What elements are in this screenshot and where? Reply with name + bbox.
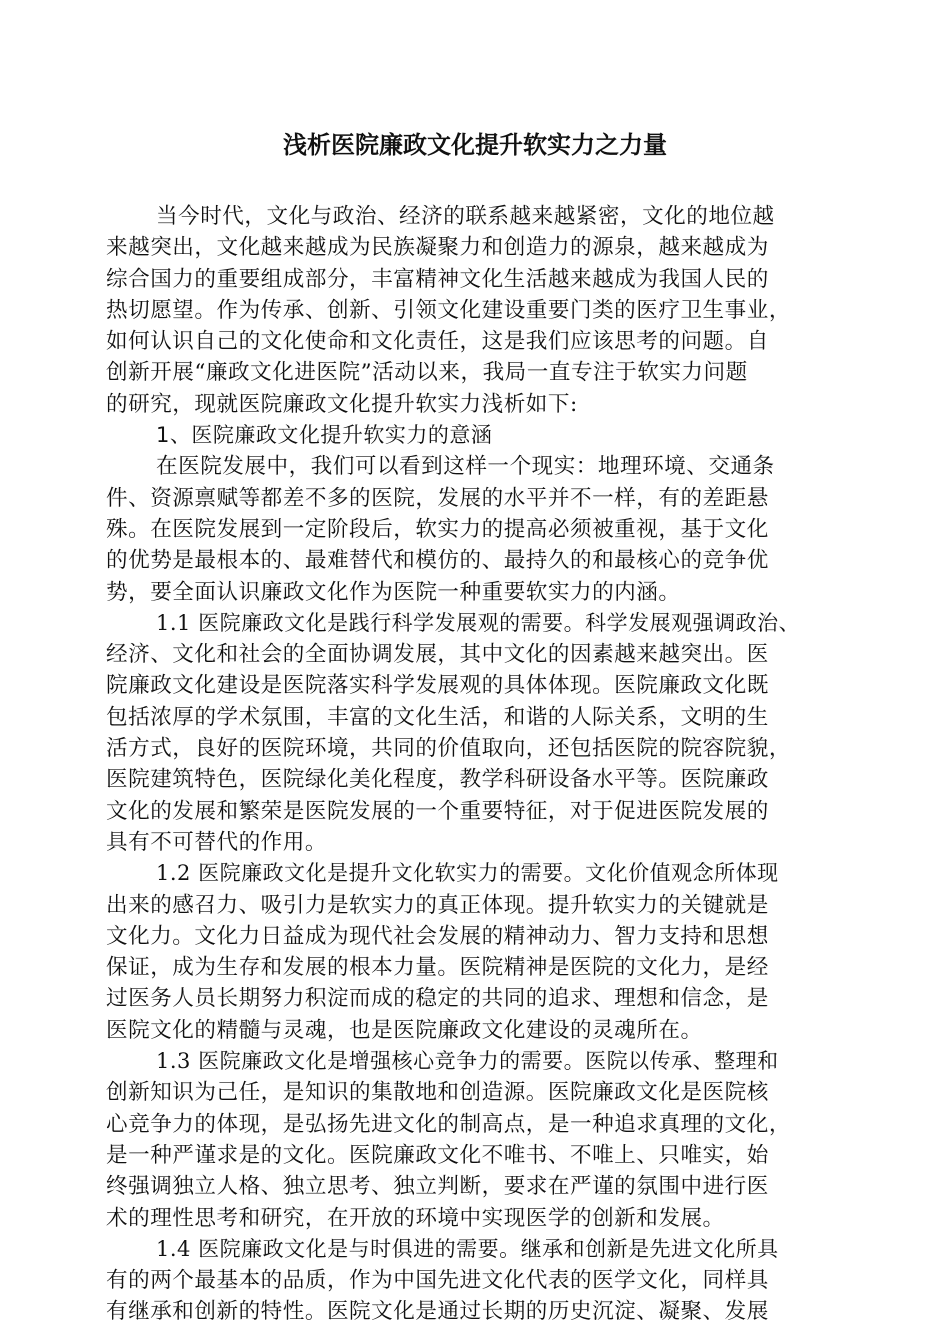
- subsection-paragraph-line: 1.2 医院廉政文化是提升文化软实力的需要。文化价值观念所体现: [156, 861, 779, 886]
- paragraph-line: 经济、文化和社会的全面协调发展，其中文化的因素越来越突出。医: [106, 642, 769, 668]
- paragraph-line: 文化力。文化力日益成为现代社会发展的精神动力、智力支持和思想: [106, 923, 769, 949]
- paragraph-line: 是一种严谨求是的文化。医院廉政文化不唯书、不唯上、只唯实，始: [106, 1142, 769, 1168]
- paragraph-line: 如何认识自己的文化使命和文化责任，这是我们应该思考的问题。自: [106, 329, 769, 355]
- paragraph-line: 的研究，现就医院廉政文化提升软实力浅析如下:: [106, 391, 578, 417]
- subsection-paragraph-line: 1.4 医院廉政文化是与时俱进的需要。继承和创新是先进文化所具: [156, 1236, 779, 1261]
- document-title: 浅析医院廉政文化提升软实力之力量: [283, 130, 667, 159]
- paragraph-line: 院廉政文化建设是医院落实科学发展观的具体体现。医院廉政文化既: [106, 673, 769, 699]
- paragraph-line: 殊。在医院发展到一定阶段后，软实力的提高必须被重视，基于文化: [106, 516, 769, 542]
- paragraph-line: 热切愿望。作为传承、创新、引领文化建设重要门类的医疗卫生事业，: [106, 297, 791, 323]
- paragraph-line: 术的理性思考和研究，在开放的环境中实现医学的创新和发展。: [106, 1205, 725, 1231]
- subsection-paragraph-line: 1.3 医院廉政文化是增强核心竞争力的需要。医院以传承、整理和: [156, 1049, 779, 1074]
- paragraph-line: 终强调独立人格、独立思考、独立判断，要求在严谨的氛围中进行医: [106, 1174, 769, 1200]
- paragraph-line: 医院建筑特色，医院绿化美化程度，教学科研设备水平等。医院廉政: [106, 767, 769, 793]
- subsection-paragraph-line: 1.1 医院廉政文化是践行科学发展观的需要。科学发展观强调政治、: [156, 610, 801, 635]
- paragraph-line: 医院文化的精髓与灵魂，也是医院廉政文化建设的灵魂所在。: [106, 1017, 703, 1043]
- paragraph-line: 当今时代，文化与政治、经济的联系越来越紧密，文化的地位越: [156, 204, 775, 229]
- document-body: [106, 201, 896, 1328]
- section-heading: 1、医院廉政文化提升软实力的意涵: [156, 423, 493, 448]
- paragraph-line: 文化的发展和繁荣是医院发展的一个重要特征，对于促进医院发展的: [106, 798, 769, 824]
- paragraph-line: 来越突出，文化越来越成为民族凝聚力和创造力的源泉，越来越成为: [106, 235, 769, 261]
- paragraph-line: 有的两个最基本的品质，作为中国先进文化代表的医学文化，同样具: [106, 1268, 769, 1294]
- paragraph-line: 心竞争力的体现，是弘扬先进文化的制高点，是一种追求真理的文化，: [106, 1111, 791, 1137]
- paragraph-line: 有继承和创新的特性。医院文化是通过长期的历史沉淀、凝聚、发展: [106, 1299, 769, 1325]
- paragraph-line: 在医院发展中，我们可以看到这样一个现实：地理环境、交通条: [156, 454, 775, 480]
- paragraph-line: 具有不可替代的作用。: [106, 829, 327, 855]
- paragraph-line: 包括浓厚的学术氛围，丰富的文化生活，和谐的人际关系，文明的生: [106, 704, 769, 730]
- paragraph-line: 件、资源禀赋等都差不多的医院，发展的水平并不一样，有的差距悬: [106, 485, 769, 511]
- paragraph-line: 过医务人员长期努力积淀而成的稳定的共同的追求、理想和信念，是: [106, 986, 769, 1012]
- paragraph-line: 创新知识为己任，是知识的集散地和创造源。医院廉政文化是医院核: [106, 1080, 769, 1106]
- paragraph-line: 的优势是最根本的、最难替代和模仿的、最持久的和最核心的竞争优: [106, 548, 769, 574]
- paragraph-line: 活方式，良好的医院环境，共同的价值取向，还包括医院的院容院貌，: [106, 736, 791, 762]
- paragraph-line: 综合国力的重要组成部分，丰富精神文化生活越来越成为我国人民的: [106, 266, 769, 292]
- paragraph-line: 势，要全面认识廉政文化作为医院一种重要软实力的内涵。: [106, 579, 681, 605]
- paragraph-line: 出来的感召力、吸引力是软实力的真正体现。提升软实力的关键就是: [106, 892, 769, 918]
- paragraph-line: 保证，成为生存和发展的根本力量。医院精神是医院的文化力，是经: [106, 955, 769, 981]
- paragraph-line: 创新开展“廉政文化进医院”活动以来，我局一直专注于软实力问题: [106, 360, 748, 386]
